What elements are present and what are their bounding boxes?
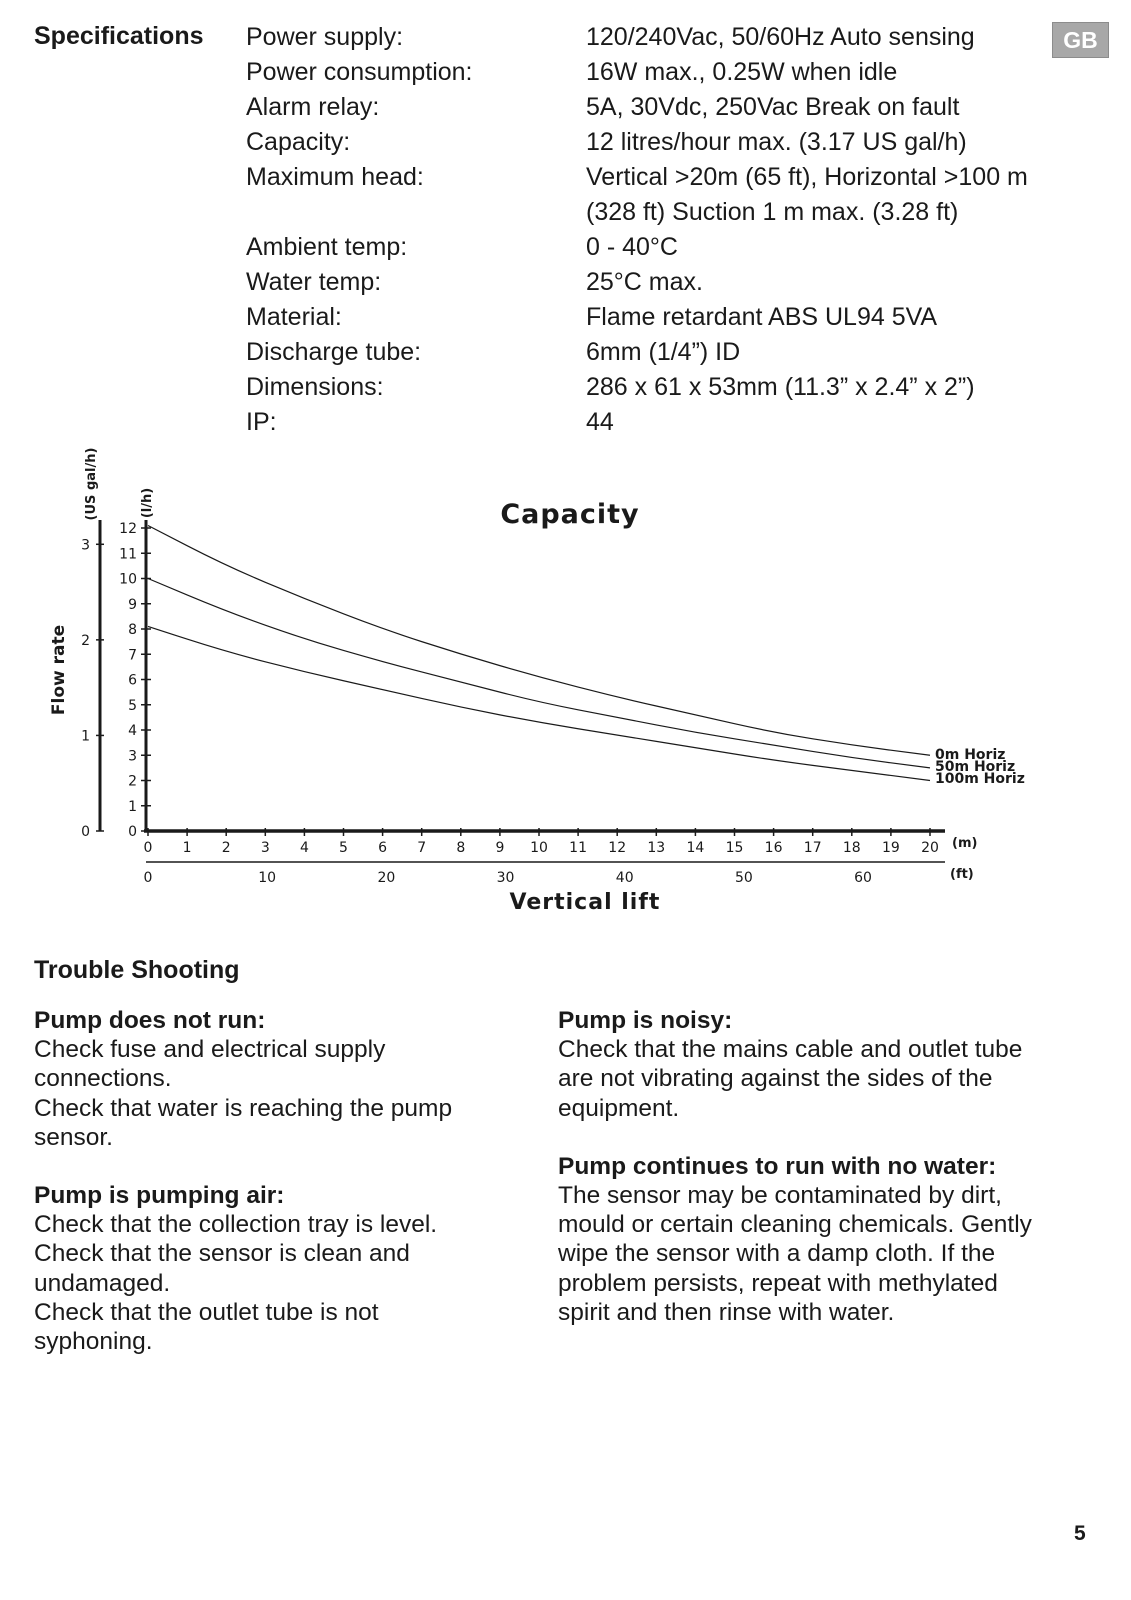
x-axis-label: Vertical lift — [509, 890, 661, 915]
x-tick-label-m: 5 — [339, 840, 348, 856]
spec-label: Discharge tube: — [246, 338, 422, 366]
y-tick-label-lh: 12 — [119, 521, 137, 537]
troubleshooting-item-title: Pump is pumping air: — [34, 1182, 285, 1210]
spec-value-line: 120/240Vac, 50/60Hz Auto sensing — [586, 23, 975, 51]
troubleshooting-line: syphoning. — [34, 1328, 153, 1356]
x-tick-label-m: 14 — [686, 840, 705, 856]
troubleshooting-item — [34, 1181, 504, 1356]
x-tick-label-m: 18 — [842, 840, 861, 856]
x-tick-label-m: 7 — [417, 840, 427, 856]
spec-label: Power supply: — [246, 23, 404, 51]
y-tick-label-lh: 8 — [128, 622, 137, 638]
troubleshooting-line: spirit and then rinse with water. — [558, 1298, 895, 1326]
y-axis-label: Flow rate — [49, 624, 69, 716]
series-label: 50m Horiz — [935, 759, 1016, 775]
spec-row — [246, 405, 1056, 440]
troubleshooting-line: The sensor may be contaminated by dirt, — [558, 1182, 1002, 1210]
x-tick-label-m: 6 — [378, 840, 388, 856]
y-tick-label-lh: 4 — [128, 723, 137, 739]
spec-value-line: 0 - 40°C — [586, 233, 678, 261]
troubleshooting-line: undamaged. — [34, 1269, 171, 1297]
y-tick-label-gal: 2 — [81, 632, 90, 649]
spec-value — [586, 230, 1056, 265]
x-unit-m: (m) — [952, 836, 978, 851]
troubleshooting-line: Check that the collection tray is level. — [34, 1211, 438, 1239]
spec-label: Capacity: — [246, 128, 351, 156]
series-label: 100m Horiz — [935, 771, 1025, 787]
y-tick-label-lh: 9 — [128, 596, 137, 613]
x-tick-label-m: 10 — [530, 840, 548, 856]
spec-label: Alarm relay: — [246, 93, 380, 121]
y-tick-label-lh: 11 — [119, 546, 137, 563]
x-tick-label-m: 8 — [456, 840, 466, 856]
y-unit-gal: (US gal/h) — [84, 448, 99, 521]
spec-row — [246, 230, 1056, 265]
series-label: 0m Horiz — [935, 747, 1006, 763]
series-line — [148, 525, 930, 755]
x-tick-label-m: 12 — [608, 840, 627, 856]
spec-row — [246, 55, 1056, 90]
troubleshooting-left-column — [34, 1006, 504, 1385]
x-tick-label-ft: 60 — [854, 870, 872, 886]
spec-row — [246, 300, 1056, 335]
x-tick-label-m: 15 — [725, 840, 744, 856]
spec-row — [246, 335, 1056, 370]
series-line — [148, 626, 930, 780]
x-tick-label-ft: 0 — [143, 870, 153, 886]
spec-value-line: 25°C max. — [586, 268, 703, 296]
troubleshooting-line: Check that the outlet tube is not — [34, 1298, 379, 1326]
language-badge: GB — [1052, 22, 1109, 58]
spec-value-line: 12 litres/hour max. (3.17 US gal/h) — [586, 128, 967, 156]
spec-value-line: 44 — [586, 408, 614, 436]
spec-value-line: Flame retardant ABS UL94 5VA — [586, 303, 938, 331]
x-tick-label-m: 17 — [803, 840, 822, 856]
x-tick-label-m: 19 — [881, 840, 900, 856]
capacity-chart — [0, 448, 1131, 928]
y-tick-label-lh: 0 — [128, 824, 137, 840]
spec-row — [246, 90, 1056, 125]
spec-label: Power consumption: — [246, 58, 473, 86]
troubleshooting-line: problem persists, repeat with methylated — [558, 1269, 998, 1297]
x-tick-label-m: 16 — [764, 840, 783, 856]
troubleshooting-line: are not vibrating against the sides of the — [558, 1065, 993, 1093]
troubleshooting-item — [34, 1006, 504, 1152]
spec-value — [586, 160, 1056, 230]
troubleshooting-line: sensor. — [34, 1123, 113, 1151]
y-tick-label-lh: 5 — [128, 697, 137, 714]
x-tick-label-ft: 40 — [615, 870, 634, 886]
spec-value — [586, 55, 1056, 90]
troubleshooting-line: connections. — [34, 1065, 172, 1093]
x-tick-label-m: 4 — [299, 840, 309, 856]
troubleshooting-item-title: Pump is noisy: — [558, 1007, 733, 1034]
y-tick-label-gal: 0 — [81, 824, 90, 840]
y-tick-label-lh: 6 — [128, 672, 137, 689]
spec-value — [586, 335, 1056, 370]
troubleshooting-right-column — [558, 1006, 1078, 1356]
troubleshooting-line: Check that the sensor is clean and — [34, 1240, 410, 1268]
spec-value — [586, 125, 1056, 160]
troubleshooting-line: Check fuse and electrical supply — [34, 1036, 386, 1064]
x-tick-label-m: 0 — [143, 840, 153, 856]
spec-row — [246, 125, 1056, 160]
troubleshooting-line: mould or certain cleaning chemicals. Gently — [558, 1211, 1032, 1239]
troubleshooting-item-title: Pump continues to run with no water: — [558, 1152, 997, 1180]
chart-title: Capacity — [500, 499, 640, 530]
y-tick-label-lh: 3 — [128, 748, 137, 765]
troubleshooting-heading: Trouble Shooting — [34, 956, 240, 984]
y-tick-label-lh: 2 — [128, 773, 137, 790]
y-tick-label-lh: 7 — [128, 647, 137, 664]
x-tick-label-ft: 50 — [734, 870, 753, 886]
spec-row — [246, 160, 1056, 230]
spec-row — [246, 370, 1056, 405]
spec-label: Water temp: — [246, 268, 382, 296]
troubleshooting-line: wipe the sensor with a damp cloth. If the — [558, 1240, 996, 1268]
spec-label: Material: — [246, 303, 342, 331]
x-tick-label-m: 9 — [495, 840, 505, 856]
spec-value-line: (328 ft) Suction 1 m max. (3.28 ft) — [586, 198, 959, 226]
x-tick-label-ft: 20 — [377, 870, 396, 886]
spec-label: Maximum head: — [246, 163, 424, 191]
x-tick-label-m: 11 — [569, 840, 588, 856]
spec-value-line: 5A, 30Vdc, 250Vac Break on fault — [586, 93, 960, 121]
specifications-heading: Specifications — [34, 22, 204, 50]
spec-value — [586, 370, 1056, 405]
x-tick-label-m: 2 — [221, 840, 231, 856]
spec-label: IP: — [246, 408, 277, 436]
x-tick-label-m: 20 — [921, 840, 939, 856]
x-tick-label-ft: 10 — [258, 870, 277, 886]
spec-value-line: 286 x 61 x 53mm (11.3” x 2.4” x 2”) — [586, 373, 975, 401]
y-tick-label-lh: 1 — [128, 798, 137, 815]
page-number: 5 — [1074, 1522, 1086, 1545]
spec-label: Ambient temp: — [246, 233, 408, 261]
spec-value-line: Vertical >20m (65 ft), Horizontal >100 m — [586, 163, 1028, 191]
spec-row — [246, 265, 1056, 300]
spec-value-line: 16W max., 0.25W when idle — [586, 58, 898, 86]
x-unit-ft: (ft) — [950, 867, 974, 882]
y-unit-lh: (l/h) — [140, 487, 155, 519]
x-tick-label-ft: 30 — [496, 870, 515, 886]
y-tick-label-gal: 3 — [81, 537, 90, 554]
x-tick-label-m: 1 — [182, 840, 192, 856]
x-tick-label-m: 3 — [260, 840, 270, 856]
spec-value — [586, 90, 1056, 125]
spec-value — [586, 20, 1056, 55]
troubleshooting-item — [558, 1006, 1078, 1123]
spec-row — [246, 20, 1056, 55]
troubleshooting-line: Check that water is reaching the pump — [34, 1094, 453, 1122]
specifications-table — [246, 20, 1056, 440]
troubleshooting-line: equipment. — [558, 1094, 680, 1122]
spec-value — [586, 405, 1056, 440]
troubleshooting-item-title: Pump does not run: — [34, 1007, 266, 1034]
spec-value — [586, 265, 1056, 300]
spec-value — [586, 300, 1056, 335]
troubleshooting-item — [558, 1152, 1078, 1327]
troubleshooting-line: Check that the mains cable and outlet tube — [558, 1036, 1023, 1064]
spec-label: Dimensions: — [246, 373, 384, 401]
spec-value-line: 6mm (1/4”) ID — [586, 338, 741, 366]
x-tick-label-m: 13 — [647, 840, 666, 856]
y-tick-label-lh: 10 — [119, 571, 137, 588]
y-tick-label-gal: 1 — [81, 728, 90, 745]
series-line — [148, 579, 930, 768]
